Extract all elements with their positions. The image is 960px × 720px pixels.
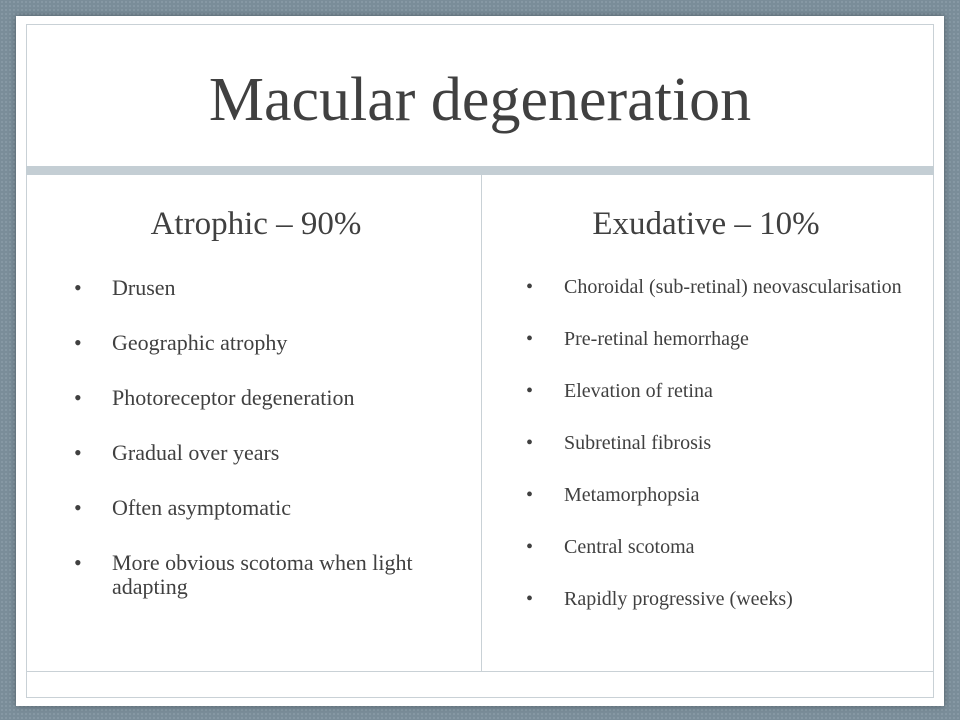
- bottom-divider: [26, 671, 934, 672]
- list-item: • Choroidal (sub-retinal) neovascularisation: [526, 276, 926, 298]
- list-item: • Often asymptomatic: [74, 496, 454, 520]
- list-item: • Rapidly progressive (weeks): [526, 588, 926, 610]
- list-item: • Gradual over years: [74, 441, 454, 465]
- column-divider: [481, 175, 482, 671]
- right-bullet-list: [526, 276, 926, 640]
- title-divider: [26, 166, 934, 175]
- list-item: • More obvious scotoma when light adapting: [74, 551, 454, 599]
- right-column-heading: Exudative – 10%: [592, 206, 820, 242]
- list-item: • Geographic atrophy: [74, 331, 454, 355]
- slide-title: Macular degeneration: [208, 66, 752, 134]
- left-bullet-list: [74, 276, 454, 630]
- list-item: • Pre-retinal hemorrhage: [526, 328, 926, 350]
- list-item: • Metamorphopsia: [526, 484, 926, 506]
- list-item: • Central scotoma: [526, 536, 926, 558]
- list-item: • Elevation of retina: [526, 380, 926, 402]
- list-item: • Drusen: [74, 276, 454, 300]
- left-column-heading: Atrophic – 90%: [150, 206, 362, 242]
- list-item: • Subretinal fibrosis: [526, 432, 926, 454]
- list-item: • Photoreceptor degeneration: [74, 386, 454, 410]
- slide: [16, 16, 944, 706]
